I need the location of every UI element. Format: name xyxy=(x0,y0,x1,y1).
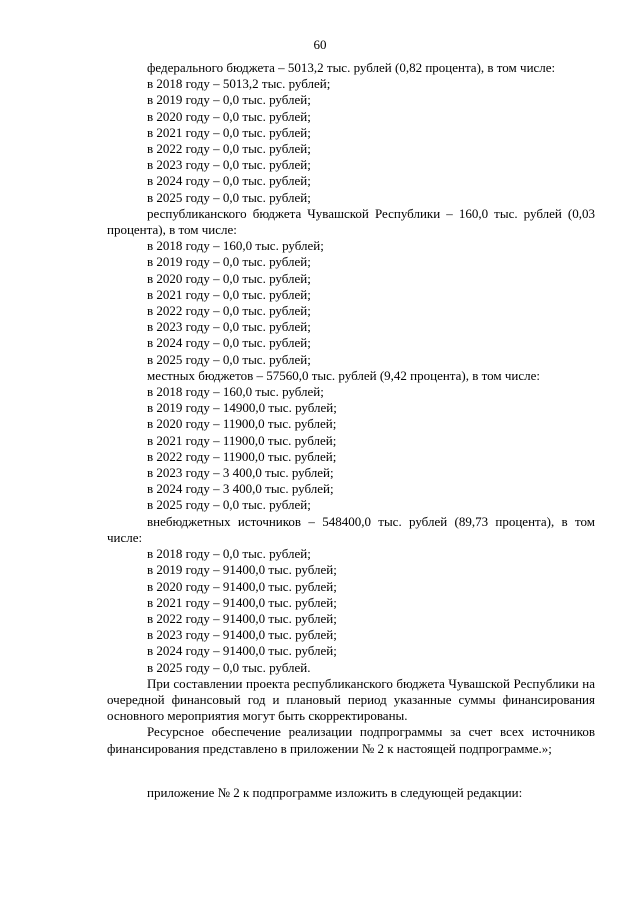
local-budget-year-line: в 2019 году – 14900,0 тыс. рублей; xyxy=(147,400,337,416)
paragraph-resource-support: Ресурсное обеспечение реализации подпрограммы за счет всех источников финансирования представлено в приложении № 2 к настоящей подпрограмме.»; xyxy=(107,724,595,756)
page-number: 60 xyxy=(313,37,327,52)
local-budget-year-line: в 2018 году – 160,0 тыс. рублей; xyxy=(147,384,324,400)
local-budget-year-line: в 2022 году – 11900,0 тыс. рублей; xyxy=(147,448,337,464)
republic-budget-year-line: в 2018 году – 160,0 тыс. рублей; xyxy=(147,238,324,254)
local-budget-year-line: в 2025 году – 0,0 тыс. рублей; xyxy=(147,497,311,513)
local-budget-year-line: в 2020 году – 11900,0 тыс. рублей; xyxy=(147,416,337,432)
federal-budget-year-line: в 2022 году – 0,0 тыс. рублей; xyxy=(147,141,311,157)
extrabudgetary-year-line: в 2023 году – 91400,0 тыс. рублей; xyxy=(147,627,337,643)
federal-budget-year-line: в 2024 году – 0,0 тыс. рублей; xyxy=(147,173,311,189)
extrabudgetary-year-line: в 2019 году – 91400,0 тыс. рублей; xyxy=(147,562,337,578)
republic-budget-year-line: в 2025 году – 0,0 тыс. рублей; xyxy=(147,351,311,367)
republic-budget-year-line: в 2020 году – 0,0 тыс. рублей; xyxy=(147,270,311,286)
federal-budget-year-line: в 2021 году – 0,0 тыс. рублей; xyxy=(147,124,311,140)
extrabudgetary-year-line: в 2024 году – 91400,0 тыс. рублей; xyxy=(147,643,337,659)
republic-budget-year-line: в 2021 году – 0,0 тыс. рублей; xyxy=(147,286,311,302)
extrabudgetary-year-line: в 2025 году – 0,0 тыс. рублей. xyxy=(147,659,311,675)
republic-budget-year-line: в 2024 году – 0,0 тыс. рублей; xyxy=(147,335,311,351)
paragraph-budget-adjustment: При составлении проекта республиканского бюджета Чувашской Республики на очередной финансовый год и плановый период указанные суммы финансирования основного мероприятия могут быть скорректированы. xyxy=(107,675,595,724)
federal-budget-intro: федерального бюджета – 5013,2 тыс. рублей (0,82 процента), в том числе: xyxy=(147,60,556,75)
extrabudgetary-intro: внебюджетных источников – 548400,0 тыс. рублей (89,73 процента), в том числе: xyxy=(107,513,595,545)
republic-budget-year-line: в 2022 году – 0,0 тыс. рублей; xyxy=(147,303,311,319)
paragraph-appendix-instruction: приложение № 2 к подпрограмме изложить в следующей редакции: xyxy=(147,784,523,800)
federal-budget-year-line: в 2020 году – 0,0 тыс. рублей; xyxy=(147,108,311,124)
republic-budget-year-line: в 2019 году – 0,0 тыс. рублей; xyxy=(147,254,311,270)
extrabudgetary-year-line: в 2021 году – 91400,0 тыс. рублей; xyxy=(147,594,337,610)
local-budget-year-line: в 2024 году – 3 400,0 тыс. рублей; xyxy=(147,481,334,497)
federal-budget-year-line: в 2025 году – 0,0 тыс. рублей; xyxy=(147,189,311,205)
paragraph-gap xyxy=(107,757,595,785)
local-budget-year-line: в 2023 году – 3 400,0 тыс. рублей; xyxy=(147,465,334,481)
extrabudgetary-year-line: в 2020 году – 91400,0 тыс. рублей; xyxy=(147,578,337,594)
republic-budget-year-line: в 2023 году – 0,0 тыс. рублей; xyxy=(147,319,311,335)
federal-budget-year-line: в 2023 году – 0,0 тыс. рублей; xyxy=(147,157,311,173)
extrabudgetary-year-line: в 2022 году – 91400,0 тыс. рублей; xyxy=(147,610,337,626)
federal-budget-year-line: в 2019 году – 0,0 тыс. рублей; xyxy=(147,92,311,108)
extrabudgetary-year-line: в 2018 году – 0,0 тыс. рублей; xyxy=(147,546,311,562)
federal-budget-year-line: в 2018 году – 5013,2 тыс. рублей; xyxy=(147,76,331,92)
local-budget-intro: местных бюджетов – 57560,0 тыс. рублей (9,42 процента), в том числе: xyxy=(147,367,540,383)
document-body xyxy=(107,60,595,801)
republic-budget-intro: республиканского бюджета Чувашской Республики – 160,0 тыс. рублей (0,03 процента), в том числе: xyxy=(107,205,595,238)
local-budget-year-line: в 2021 году – 11900,0 тыс. рублей; xyxy=(147,432,337,448)
